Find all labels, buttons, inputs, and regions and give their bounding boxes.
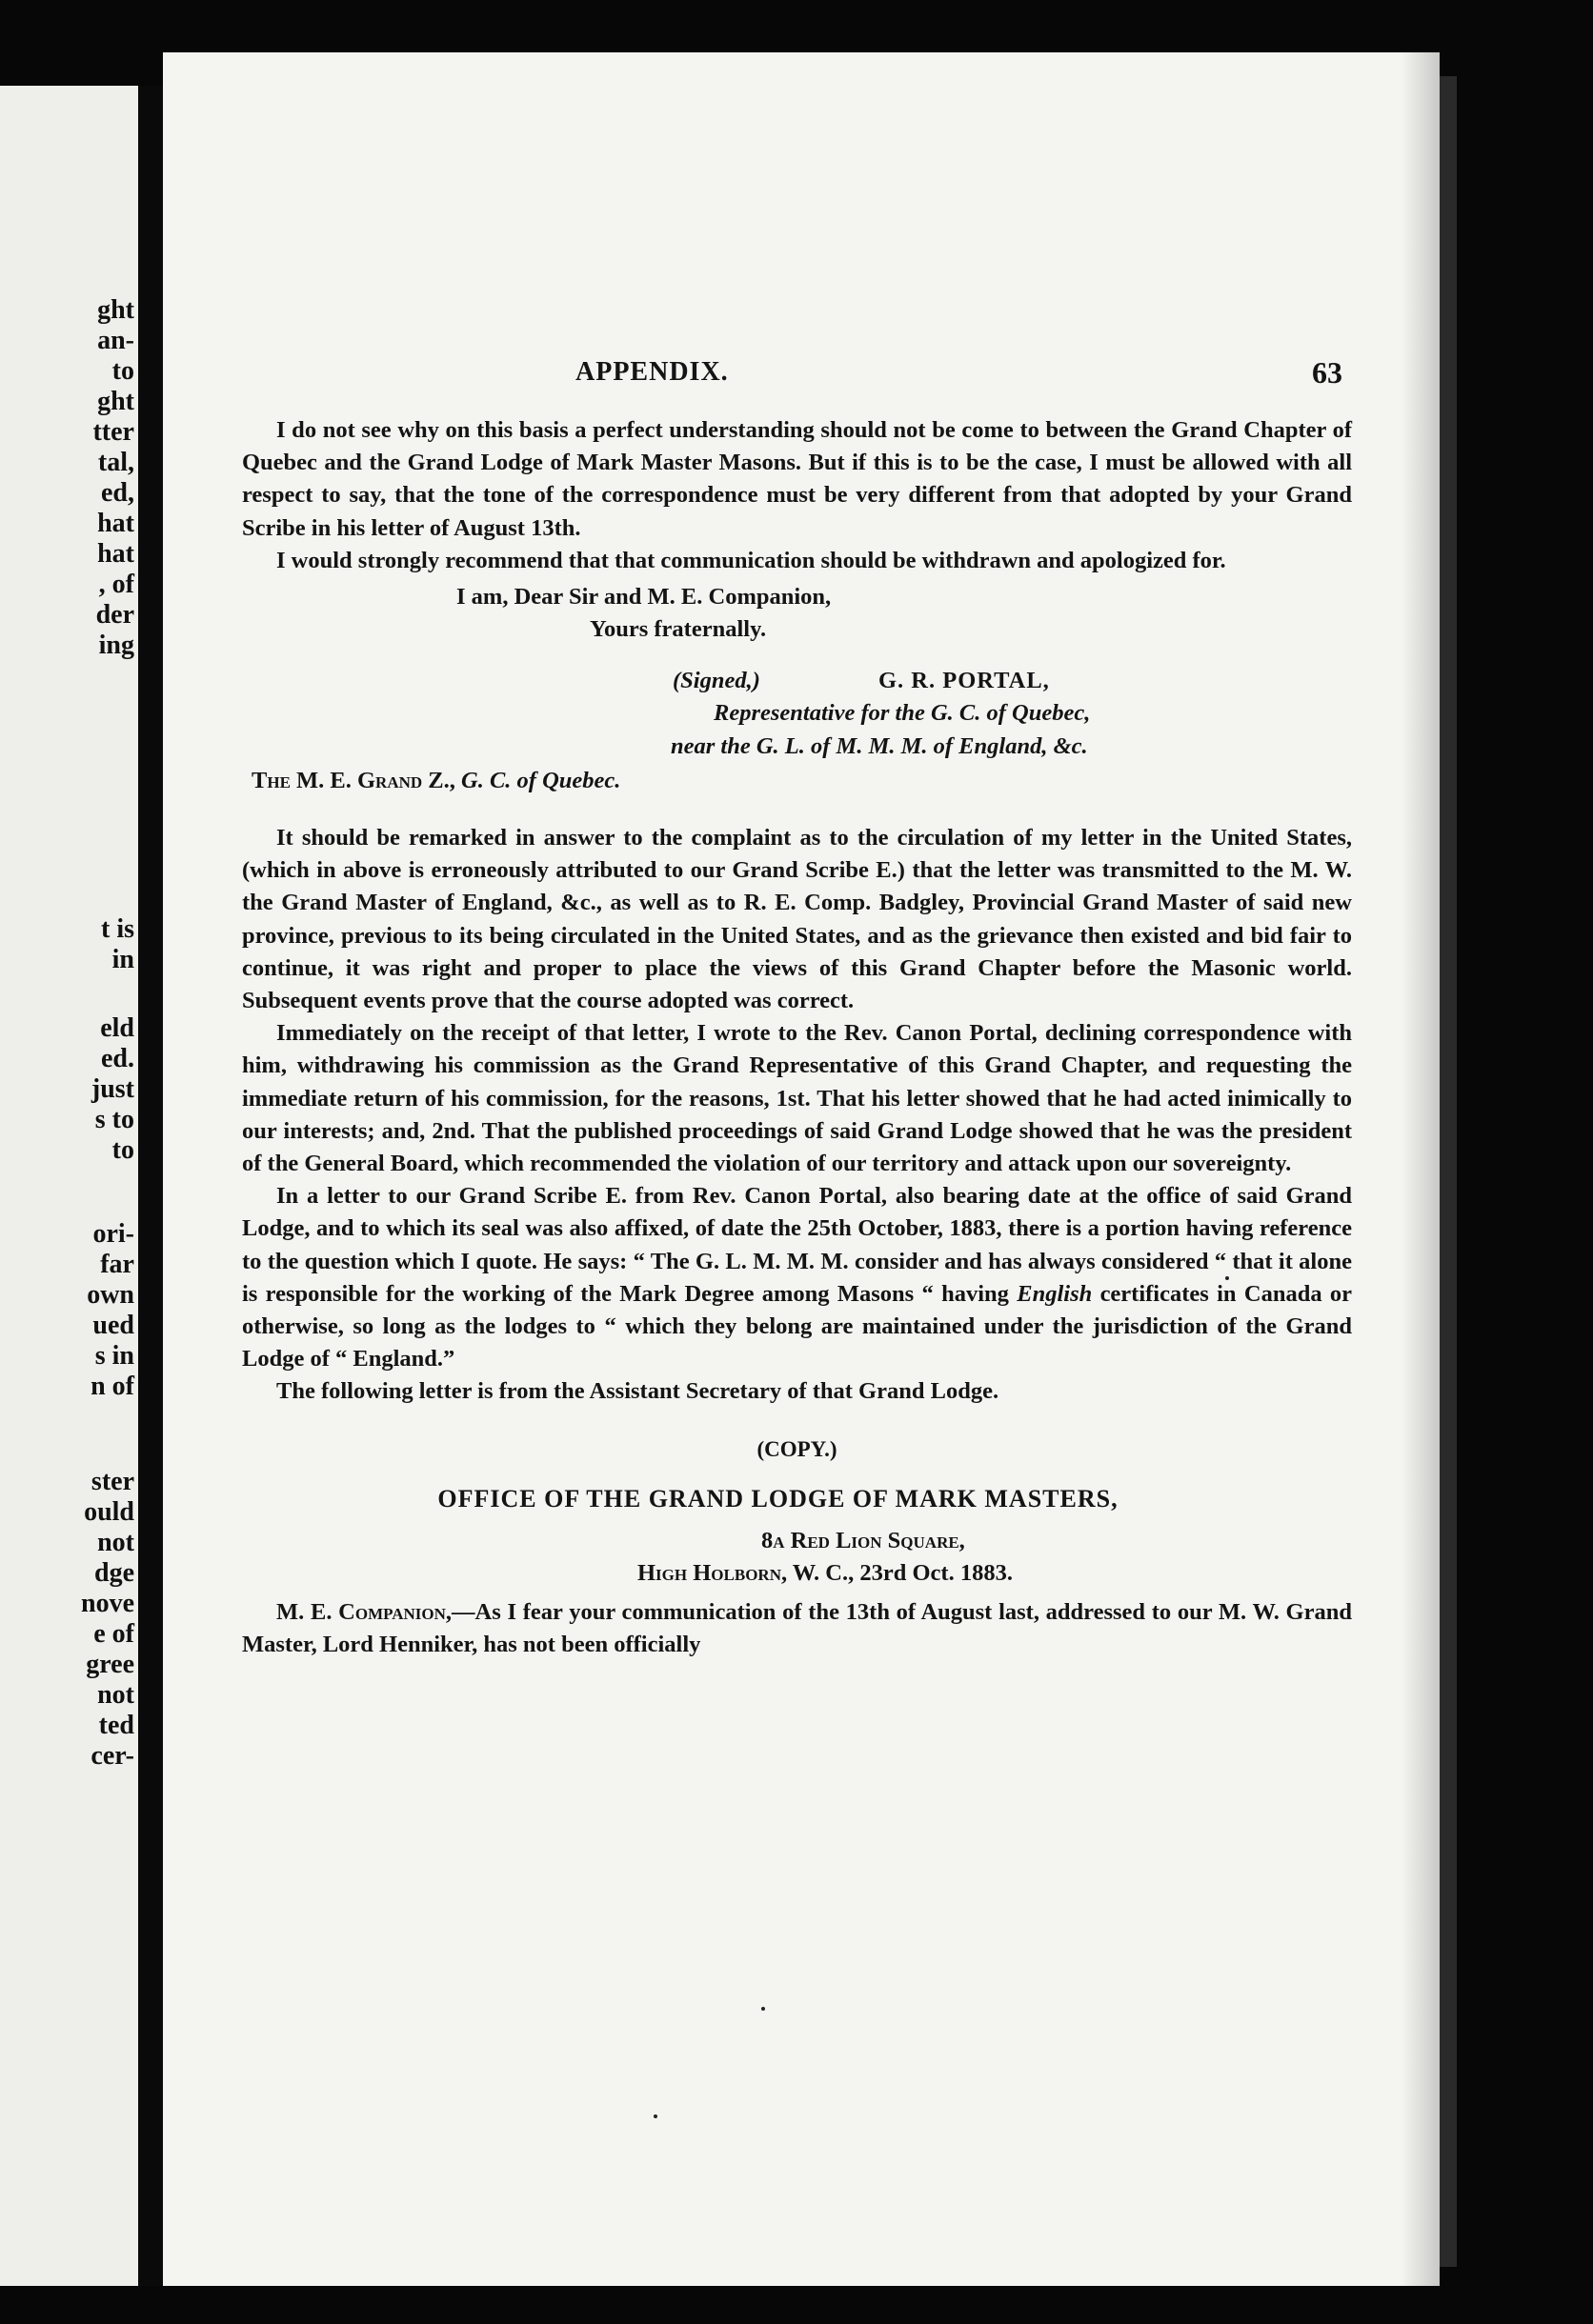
signature-line xyxy=(242,665,1352,697)
right-page xyxy=(163,52,1440,2286)
left-page-fragment: e of xyxy=(93,1619,134,1649)
left-page-fragment: nove xyxy=(81,1589,134,1618)
left-page-fragment: s to xyxy=(94,1105,134,1134)
addressee xyxy=(252,765,1352,797)
left-page-fragment: s in xyxy=(94,1341,134,1371)
left-page-fragment: , of xyxy=(98,570,134,599)
left-page-fragment: hat xyxy=(97,539,134,569)
left-page-fragment: ould xyxy=(84,1497,134,1527)
left-page-fragment: ster xyxy=(91,1467,134,1496)
signatory-name: G. R. PORTAL, xyxy=(878,668,1050,694)
left-page-fragment: n of xyxy=(91,1372,134,1401)
commentary-paragraph-3-italic: English xyxy=(1017,1280,1093,1307)
page-edge-shadow xyxy=(1440,76,1457,2267)
page-number: 63 xyxy=(1312,355,1342,390)
office-heading: OFFICE OF THE GRAND LODGE OF MARK MASTERS, xyxy=(437,1484,1119,1513)
running-head xyxy=(242,357,1357,395)
address-line-1: 8a Red Lion Square, xyxy=(761,1528,965,1554)
left-page-fragment: to xyxy=(111,1135,134,1165)
left-page-fragment: dge xyxy=(94,1558,134,1588)
page-title: APPENDIX. xyxy=(575,357,729,387)
commentary-paragraph-3-part-1: In a letter to our Grand Scribe E. from Rev. Canon Portal, also bearing date at the office of said Grand Lodge, and to which its seal was also affixed, of date the 25th October, 1883, there is a portion having reference to the question which I quote. He says: “ The G. L. M. M. M. consider and has always considered “ that it alone is responsible for the working of the Mark Degree among Masons “ having xyxy=(242,1183,1352,1307)
left-page-fragment: not xyxy=(97,1528,134,1557)
salutation-text: —As I fear your communication of the 13th of August last, addressed to our M. W. Grand Master, Lord Henniker, has not been officially xyxy=(242,1598,1352,1657)
letter-paragraph-2: I would strongly recommend that that communication should be withdrawn and apologized for. xyxy=(276,547,1226,573)
letter-closing-2: Yours fraternally. xyxy=(590,616,767,643)
scan-speck xyxy=(654,2114,657,2118)
address-line-2-date: W. C., 23rd Oct. 1883. xyxy=(792,1560,1013,1587)
left-page-fragment: hat xyxy=(97,509,134,538)
left-page-fragment: ght xyxy=(97,387,134,416)
signed-label: (Signed,) xyxy=(673,668,760,694)
letter-closing-1: I am, Dear Sir and M. E. Companion, xyxy=(456,584,832,611)
commentary-paragraph-2: Immediately on the receipt of that letter, I wrote to the Rev. Canon Portal, declining correspondence with him, withdrawing his commission as the Grand Representative of this Grand Chapter, and requesting the immediate return of his commission, for the reasons, 1st. That his letter showed that he had acted inimically to our interests; and, 2nd. That the published proceedings of said Grand Lodge showed that he was the president of the General Board, which recommended the violation of our territory and attack upon our sovereignty. xyxy=(242,1020,1352,1177)
left-page-fragment: far xyxy=(100,1250,134,1279)
left-page-fragment: cer- xyxy=(91,1741,134,1771)
scan-speck xyxy=(761,2007,765,2011)
left-page-fragment: to xyxy=(111,356,134,386)
left-page-fragment: not xyxy=(97,1680,134,1710)
commentary-paragraph-3-part-2: certificates in Canada or otherwise, so long as the lodges to “ which they belong are maintained under the jurisdiction of the Grand Lodge of “ England.” xyxy=(242,1280,1353,1372)
letter-paragraph-1: I do not see why on this basis a perfect understanding should not be come to between the Grand Chapter of Quebec and the Grand Lodge of Mark Master Masons. But if this is to be the case, I must be allowed with all respect to say, that the tone of the correspondence must be very different from that adopted by your Grand Scribe in his letter of August 13th. xyxy=(242,417,1352,541)
commentary-paragraph-4: The following letter is from the Assistant Secretary of that Grand Lodge. xyxy=(276,1378,999,1405)
left-page-edge xyxy=(0,86,138,2286)
scan-speck xyxy=(1225,1276,1229,1280)
left-page-fragment: ed, xyxy=(101,478,134,508)
left-page-fragment: just xyxy=(91,1074,134,1104)
commentary-paragraph-3 xyxy=(242,1180,1352,1375)
left-page-fragment: ued xyxy=(92,1311,134,1340)
commentary-paragraph-1: It should be remarked in answer to the complaint as to the circulation of my letter in the United States, (which in above is erroneously attributed to our Grand Scribe E.) that the letter was transmitted to the M. W. the Grand Master of England, &c., as well as to R. E. Comp. Badgley, Provincial Grand Master of said new province, previous to its being circulated in the United States, and as the grievance then existed and bid fair to continue, it was right and proper to place the views of this Grand Chapter before the Masonic world. Subsequent events prove that the course adopted was correct. xyxy=(242,825,1352,1014)
left-page-fragment: an- xyxy=(97,326,134,355)
address-line-2 xyxy=(242,1557,1352,1590)
addressee-suffix: G. C. of Quebec. xyxy=(461,767,621,793)
left-page-fragment: eld xyxy=(100,1013,134,1043)
left-page-fragment: gree xyxy=(86,1650,134,1679)
left-page-fragment: ted xyxy=(98,1711,134,1740)
left-page-fragment: ing xyxy=(98,631,134,660)
signatory-role-1: Representative for the G. C. of Quebec, xyxy=(714,700,1091,727)
left-page-fragment: tter xyxy=(92,417,134,447)
address-line-2-street: High Holborn, xyxy=(637,1560,788,1587)
left-page-fragment: in xyxy=(111,945,134,974)
left-page-fragment: tal, xyxy=(97,448,134,477)
page-body xyxy=(242,414,1352,1661)
signatory-role-2: near the G. L. of M. M. M. of England, &c. xyxy=(671,732,1088,759)
left-page-fragment: der xyxy=(95,600,134,630)
left-page-fragment: t is xyxy=(101,914,134,944)
left-page-fragment: ght xyxy=(97,295,134,325)
addressee-prefix: The M. E. Grand Z., xyxy=(252,767,455,793)
copy-mark: (COPY.) xyxy=(756,1436,837,1461)
book-spine xyxy=(138,86,163,2286)
salutation-heading: M. E. Companion, xyxy=(276,1598,453,1625)
left-page-fragment: ori- xyxy=(92,1219,134,1249)
left-page-fragment: ed. xyxy=(101,1044,134,1073)
copy-letter-salutation xyxy=(242,1596,1352,1661)
left-page-fragment: own xyxy=(87,1280,134,1310)
